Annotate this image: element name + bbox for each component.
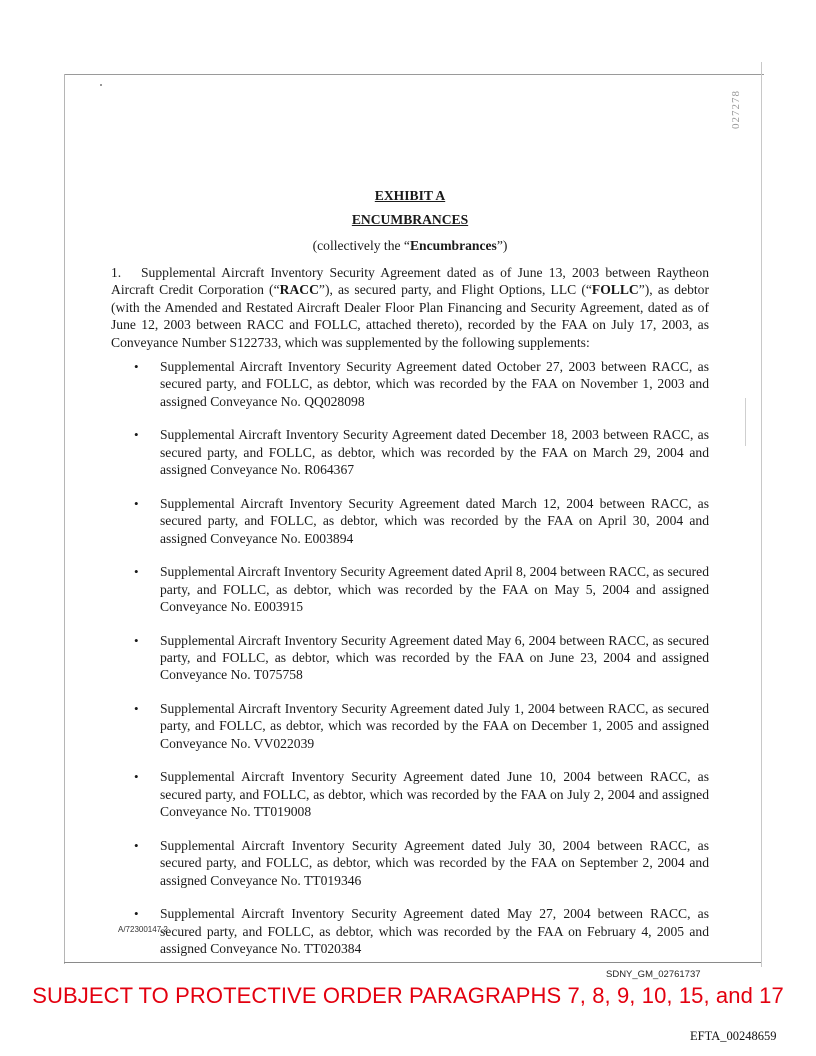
follc-defined-term: FOLLC	[591, 282, 639, 298]
scan-speck	[100, 84, 102, 86]
supplement-text: Supplemental Aircraft Inventory Security Agreement dated June 10, 2004 between RACC, as secured party, and FOLLC, as debtor, which was recorded by the FAA on July 2, 2004 and assigned Conveyance No. TT019008	[160, 769, 709, 820]
supplement-item	[111, 768, 709, 820]
supplement-text: Supplemental Aircraft Inventory Security Agreement dated May 6, 2004 between RACC, as secured party, and FOLLC, as debtor, which was recorded by the FAA on June 23, 2004 and assigned Conveyance No. T075758	[160, 632, 709, 683]
supplement-item	[111, 700, 709, 752]
section-title-wrap	[111, 212, 709, 228]
exhibit-title-wrap	[111, 188, 709, 204]
supplement-item	[111, 905, 709, 957]
bullet-icon: •	[134, 427, 139, 443]
supplement-item	[111, 426, 709, 478]
supplement-text: Supplemental Aircraft Inventory Security Agreement dated July 1, 2004 between RACC, as secured party, and FOLLC, as debtor, which was recorded by the FAA on December 1, 2005 and assigned Conveyance No. VV022039	[160, 701, 709, 751]
bullet-icon: •	[134, 632, 139, 648]
protective-order-banner: SUBJECT TO PROTECTIVE ORDER PARAGRAPHS 7, 8, 9, 10, 15, and 17	[32, 983, 784, 1008]
bates-number: SDNY_GM_02761737	[606, 969, 701, 980]
supplement-item	[111, 563, 709, 615]
bullet-icon: •	[134, 906, 139, 922]
supplement-item	[111, 495, 709, 547]
scan-border-top	[64, 74, 764, 75]
document-id: A/72300147.2	[118, 925, 168, 934]
supplement-item	[111, 837, 709, 889]
intro-part-3: ”), as debtor (with the Amended and Restated Aircraft Dealer Floor Plan Financing and Security Agreement, dated as of June 12, 2003 between RACC and FOLLC, attached thereto), recorded by the FAA on July 17, 2003, as Conveyance Number S122733, which was supplemented by the following supplements:	[111, 282, 710, 350]
scan-margin-line	[745, 398, 746, 446]
bullet-icon: •	[134, 701, 139, 717]
collective-prefix: (collectively the “	[312, 238, 410, 253]
supplement-text: Supplemental Aircraft Inventory Security Agreement dated March 12, 2004 between RACC, as secured party, and FOLLC, as debtor, which was recorded by the FAA on April 30, 2004 and assigned Conveyance No. E003894	[160, 495, 709, 546]
supplement-text: Supplemental Aircraft Inventory Security Agreement dated July 30, 2004 between RACC, as secured party, and FOLLC, as debtor, which was recorded by the FAA on September 2, 2004 and assigned Conveyance No. TT019346	[160, 837, 709, 888]
collective-suffix: ”)	[496, 238, 508, 253]
supplement-text: Supplemental Aircraft Inventory Security Agreement dated October 27, 2003 between RACC, as secured party, and FOLLC, as debtor, which was recorded by the FAA on November 1, 2003 and assigned Conveyance No. QQ028098	[160, 359, 709, 409]
racc-defined-term: RACC	[279, 282, 319, 298]
supplement-text: Supplemental Aircraft Inventory Security Agreement dated April 8, 2004 between RACC, as secured party, and FOLLC, as debtor, which was recorded by the FAA on May 5, 2004 and assigned Conveyance No. E003915	[160, 564, 709, 615]
supplement-item	[111, 358, 709, 410]
bullet-icon: •	[134, 564, 139, 580]
scan-border-right	[761, 62, 762, 967]
scan-border-left	[64, 74, 65, 964]
paragraph-number: 1.	[111, 265, 122, 280]
margin-stamp: 027278	[730, 90, 742, 129]
collective-definition	[111, 238, 709, 254]
supplement-item	[111, 632, 709, 684]
bullet-icon: •	[134, 837, 139, 853]
bullet-icon: •	[134, 769, 139, 785]
section-title: ENCUMBRANCES	[351, 212, 469, 227]
intro-part-2: ”), as secured party, and Flight Options, LLC (“	[318, 282, 592, 298]
efta-number: EFTA_00248659	[690, 1029, 777, 1043]
bullet-icon: •	[134, 359, 139, 374]
supplements-list	[111, 358, 709, 974]
collective-term: Encumbrances	[409, 238, 497, 253]
intro-part-1: Supplemental Aircraft Inventory Security Agreement dated as of June 13, 2003 between Raytheon Aircraft Credit Corporation (“	[111, 265, 709, 298]
supplement-text: Supplemental Aircraft Inventory Security Agreement dated December 18, 2003 between RACC, as secured party, and FOLLC, as debtor, which was recorded by the FAA on March 29, 2004 and assigned Conveyance No. R064367	[160, 427, 709, 478]
exhibit-title: EXHIBIT A	[374, 188, 446, 203]
supplement-text: Supplemental Aircraft Inventory Security Agreement dated May 27, 2004 between RACC, as secured party, and FOLLC, as debtor, which was recorded by the FAA on February 4, 2005 and assigned Conveyance No. TT020384	[160, 906, 709, 957]
bullet-icon: •	[134, 495, 139, 511]
encumbrance-paragraph-1	[111, 264, 709, 351]
